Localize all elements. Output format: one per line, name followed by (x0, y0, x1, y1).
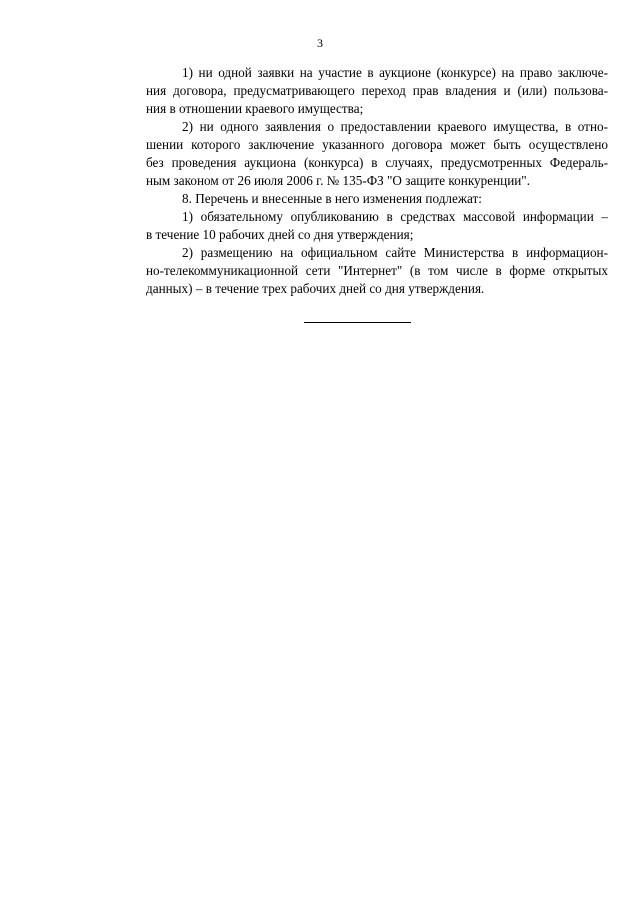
text-line: ным законом от 26 июля 2006 г. № 135-ФЗ "О защите конкуренции". (146, 173, 530, 188)
text-line: но-телекоммуникационной сети "Интернет" (в том числе в форме открытых (146, 263, 608, 278)
text-line: в течение 10 рабочих дней со дня утверждения; (146, 227, 414, 242)
page-number: 3 (317, 36, 323, 50)
text-line: 2) ни одного заявления о предоставлении краевого имущества, в отно- (182, 119, 608, 134)
end-divider-line (304, 322, 411, 323)
paragraph-sub-item-1 (110, 208, 608, 244)
text-line: ния в отношении краевого имущества; (146, 101, 364, 116)
text-line: 1) обязательному опубликованию в средствах массовой информации – (182, 209, 608, 224)
text-line: без проведения аукциона (конкурса) в случаях, предусмотренных Федераль- (146, 155, 608, 170)
text-line: 8. Перечень и внесенные в него изменения подлежат: (182, 191, 482, 206)
paragraph-item-1 (110, 64, 608, 118)
text-line: 1) ни одной заявки на участие в аукционе (конкурсе) на право заключе- (182, 65, 608, 80)
text-line: ния договора, предусматривающего переход прав владения и (или) пользова- (146, 83, 608, 98)
text-line: данных) – в течение трех рабочих дней со дня утверждения. (146, 281, 485, 296)
text-line: шении которого заключение указанного договора может быть осуществлено (146, 137, 608, 152)
paragraph-sub-item-2 (110, 244, 608, 298)
paragraph-item-2 (110, 118, 608, 190)
paragraph-section-8 (110, 190, 608, 208)
text-line: 2) размещению на официальном сайте Министерства в информацион- (182, 245, 608, 260)
document-body (110, 64, 608, 298)
